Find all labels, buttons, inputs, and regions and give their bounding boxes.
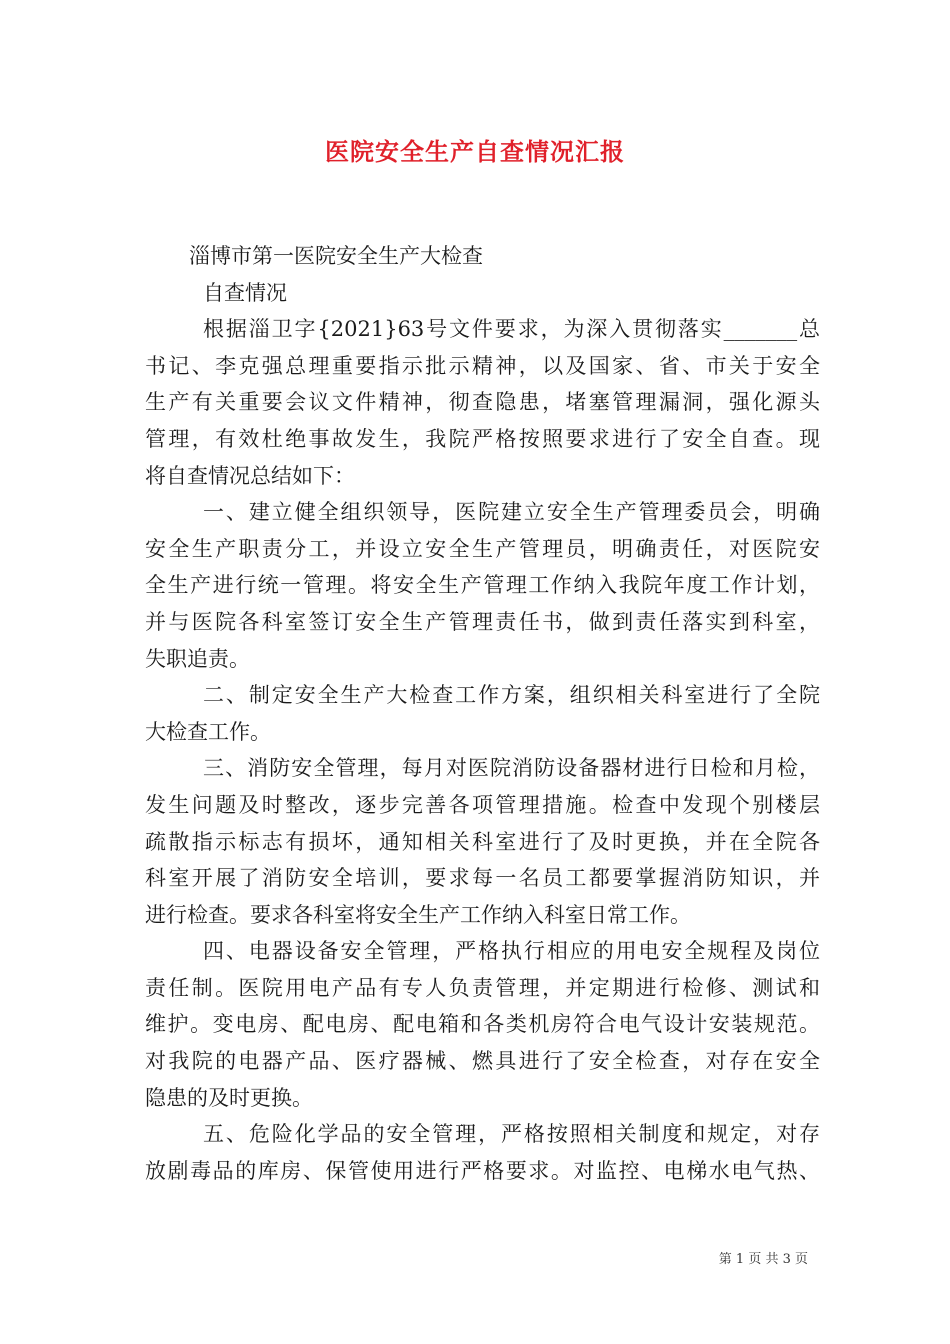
paragraphs: [145, 311, 820, 1189]
paragraph-line: 管理，有效杜绝事故发生，我院严格按照要求进行了安全自查。现: [145, 426, 820, 451]
page-number: 第 1 页 共 3 页: [718, 1252, 808, 1267]
paragraph-line: 五、危险化学品的安全管理，严格按照相关制度和规定，对存: [203, 1122, 820, 1147]
paragraph-line: 生产有关重要会议文件精神，彻查隐患，堵塞管理漏洞，强化源头: [145, 390, 820, 415]
paragraph-line: 隐患的及时更换。: [145, 1085, 313, 1110]
paragraph-line: 科室开展了消防安全培训，要求每一名员工都要掌握消防知识，并: [145, 866, 820, 891]
paragraph-line: 将自查情况总结如下：: [145, 463, 355, 488]
heading-line: 自查情况: [203, 280, 287, 305]
paragraph-line: 一、建立健全组织领导，医院建立安全生产管理委员会，明确: [203, 500, 820, 525]
paragraph: [145, 750, 820, 933]
paragraph: [145, 933, 820, 1116]
paragraph-line: 书记、李克强总理重要指示批示精神，以及国家、省、市关于安全: [145, 353, 820, 378]
paragraph: [145, 494, 820, 677]
paragraph-line: 二、制定安全生产大检查工作方案，组织相关科室进行了全院: [203, 683, 820, 708]
paragraph-line: 维护。变电房、配电房、配电箱和各类机房符合电气设计安装规范。: [145, 1012, 820, 1037]
paragraph-line: 疏散指示标志有损坏，通知相关科室进行了及时更换，并在全院各: [145, 829, 820, 854]
paragraph-line: 大检查工作。: [145, 719, 271, 744]
heading-line: 淄博市第一医院安全生产大检查: [189, 244, 483, 268]
paragraph-line: 进行检查。要求各科室将安全生产工作纳入科室日常工作。: [145, 902, 691, 927]
paragraph-line: 四、电器设备安全管理，严格执行相应的用电安全规程及岗位: [203, 939, 820, 964]
paragraph: [145, 311, 820, 494]
paragraph-line: 放剧毒品的库房、保管使用进行严格要求。对监控、电梯水电气热、: [145, 1158, 820, 1183]
paragraph-line: 责任制。医院用电产品有专人负责管理，并定期进行检修、测试和: [145, 975, 820, 1000]
paragraph-line: 对我院的电器产品、医疗器械、燃具进行了安全检查，对存在安全: [145, 1049, 820, 1074]
paragraph: [145, 1116, 820, 1189]
paragraph: [145, 677, 820, 750]
document-title: 医院安全生产自查情况汇报: [325, 138, 625, 166]
paragraph-line: 安全生产职责分工，并设立安全生产管理员，明确责任，对医院安: [145, 536, 820, 561]
paragraph-line: 失职追责。: [145, 646, 250, 671]
paragraph-line: 全生产进行统一管理。将安全生产管理工作纳入我院年度工作计划，: [145, 573, 820, 598]
paragraph-line: 发生问题及时整改，逐步完善各项管理措施。检查中发现个别楼层: [145, 792, 820, 817]
paragraph-line: 根据淄卫字{2021}63号文件要求，为深入贯彻落实_______总: [203, 317, 820, 342]
paragraph-line: 并与医院各科室签订安全生产管理责任书，做到责任落实到科室，: [145, 609, 820, 634]
paragraph-line: 三、消防安全管理，每月对医院消防设备器材进行日检和月检，: [203, 756, 820, 781]
document-body: [145, 238, 820, 1189]
